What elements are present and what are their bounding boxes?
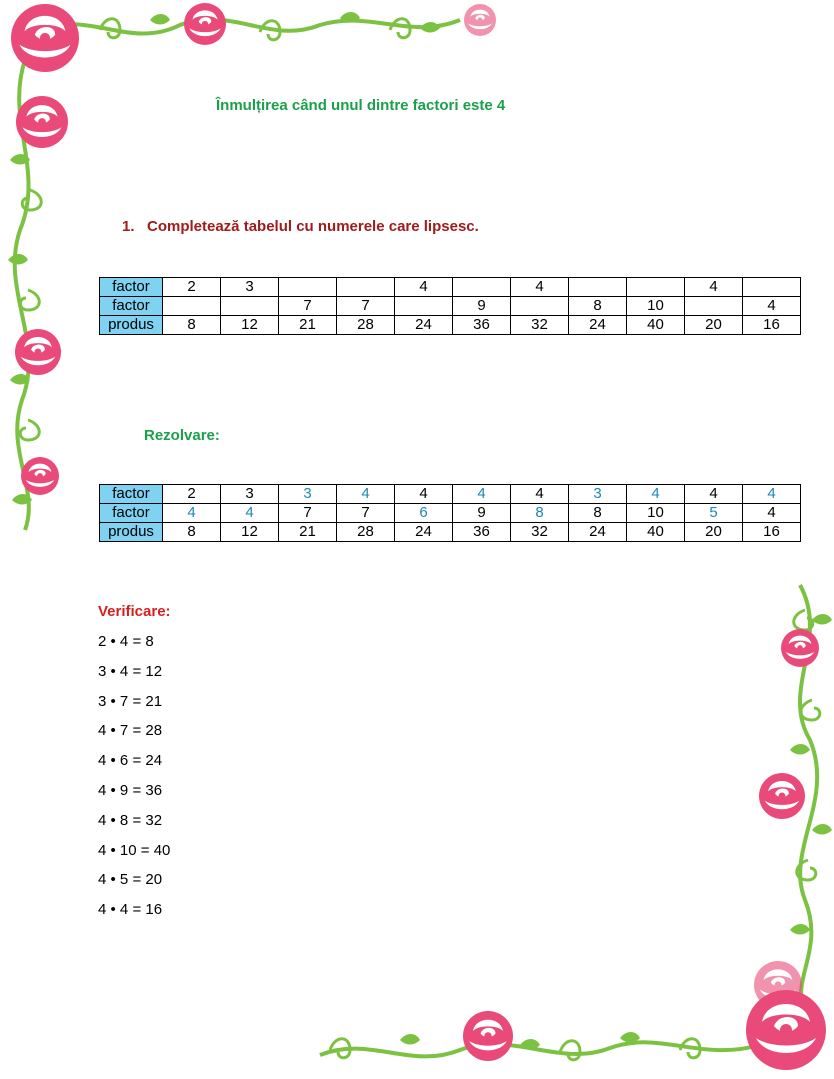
table-cell: 7 (279, 504, 337, 523)
table-cell: 10 (627, 504, 685, 523)
exercise-table (99, 277, 801, 335)
table-cell: 4 (685, 278, 743, 297)
table-row (100, 523, 801, 542)
table-cell: 9 (453, 504, 511, 523)
table-cell: 4 (221, 504, 279, 523)
table-cell (395, 297, 453, 316)
table-cell: 4 (743, 297, 801, 316)
table-cell: 4 (453, 485, 511, 504)
table-cell: 20 (685, 523, 743, 542)
table-cell (627, 278, 685, 297)
table-cell: 21 (279, 523, 337, 542)
table-cell: 8 (511, 504, 569, 523)
table-cell: 4 (627, 485, 685, 504)
table-cell (279, 278, 337, 297)
page-title: Înmulțirea când unul dintre factori este 4 (216, 97, 506, 114)
table-cell (569, 278, 627, 297)
table-cell (453, 278, 511, 297)
row-label: factor (100, 278, 163, 297)
row-label: factor (100, 504, 163, 523)
table-cell: 36 (453, 316, 511, 335)
table-cell: 24 (395, 523, 453, 542)
table-cell: 40 (627, 316, 685, 335)
table-cell: 4 (511, 278, 569, 297)
table-cell: 16 (743, 316, 801, 335)
task-text: Completează tabelul cu numerele care lipsesc. (147, 218, 479, 235)
solution-table (99, 484, 801, 542)
verification-line: 3 • 4 = 12 (98, 662, 163, 680)
table-cell: 2 (163, 485, 221, 504)
table-cell (685, 297, 743, 316)
verification-line: 4 • 9 = 36 (98, 782, 163, 799)
table-cell: 28 (337, 316, 395, 335)
table-cell (163, 297, 221, 316)
verification-line: 3 • 7 = 21 (98, 692, 163, 710)
row-label: factor (100, 485, 163, 504)
table-cell: 7 (337, 297, 395, 316)
table-cell: 4 (743, 504, 801, 523)
table-cell: 3 (221, 278, 279, 297)
table-cell: 8 (163, 316, 221, 335)
table-row (100, 297, 801, 316)
table-cell: 24 (569, 316, 627, 335)
table-cell: 8 (569, 297, 627, 316)
table-cell: 8 (163, 523, 221, 542)
verification-line: 4 • 8 = 32 (98, 811, 163, 829)
rezolvare-label: Rezolvare: (144, 427, 220, 444)
table-cell: 4 (163, 504, 221, 523)
table-cell: 7 (279, 297, 337, 316)
table-cell (743, 278, 801, 297)
table-cell: 32 (511, 316, 569, 335)
task-instruction (122, 218, 479, 235)
table-cell: 16 (743, 523, 801, 542)
verification-line: 4 • 5 = 20 (98, 871, 163, 889)
verificare-title: Verificare: (98, 603, 171, 620)
table-row (100, 504, 801, 523)
table-cell: 32 (511, 523, 569, 542)
table-cell: 9 (453, 297, 511, 316)
table-row (100, 278, 801, 297)
table-cell: 40 (627, 523, 685, 542)
table-cell (337, 278, 395, 297)
table-cell: 4 (395, 278, 453, 297)
table-cell: 5 (685, 504, 743, 523)
table-cell: 3 (569, 485, 627, 504)
table-row (100, 316, 801, 335)
table-cell: 20 (685, 316, 743, 335)
table-cell: 21 (279, 316, 337, 335)
verification-line: 4 • 7 = 28 (98, 722, 163, 740)
table-cell: 4 (511, 485, 569, 504)
table-row (100, 485, 801, 504)
row-label: factor (100, 297, 163, 316)
row-label: produs (100, 316, 163, 335)
table-cell: 3 (221, 485, 279, 504)
verification-line: 2 • 4 = 8 (98, 633, 154, 650)
table-cell: 4 (685, 485, 743, 504)
table-cell: 28 (337, 523, 395, 542)
table-cell: 7 (337, 504, 395, 523)
task-number: 1. (122, 218, 135, 235)
table-cell: 4 (337, 485, 395, 504)
verification-line: 4 • 4 = 16 (98, 901, 163, 919)
table-cell: 4 (743, 485, 801, 504)
table-cell (221, 297, 279, 316)
table-cell (511, 297, 569, 316)
table-cell: 6 (395, 504, 453, 523)
table-cell: 24 (395, 316, 453, 335)
table-cell: 10 (627, 297, 685, 316)
table-cell: 12 (221, 316, 279, 335)
table-cell: 4 (395, 485, 453, 504)
table-cell: 8 (569, 504, 627, 523)
table-cell: 3 (279, 485, 337, 504)
row-label: produs (100, 523, 163, 542)
table-cell: 24 (569, 523, 627, 542)
table-cell: 36 (453, 523, 511, 542)
table-cell: 12 (221, 523, 279, 542)
verification-line: 4 • 6 = 24 (98, 752, 163, 770)
table-cell: 2 (163, 278, 221, 297)
verification-line: 4 • 10 = 40 (98, 841, 171, 859)
